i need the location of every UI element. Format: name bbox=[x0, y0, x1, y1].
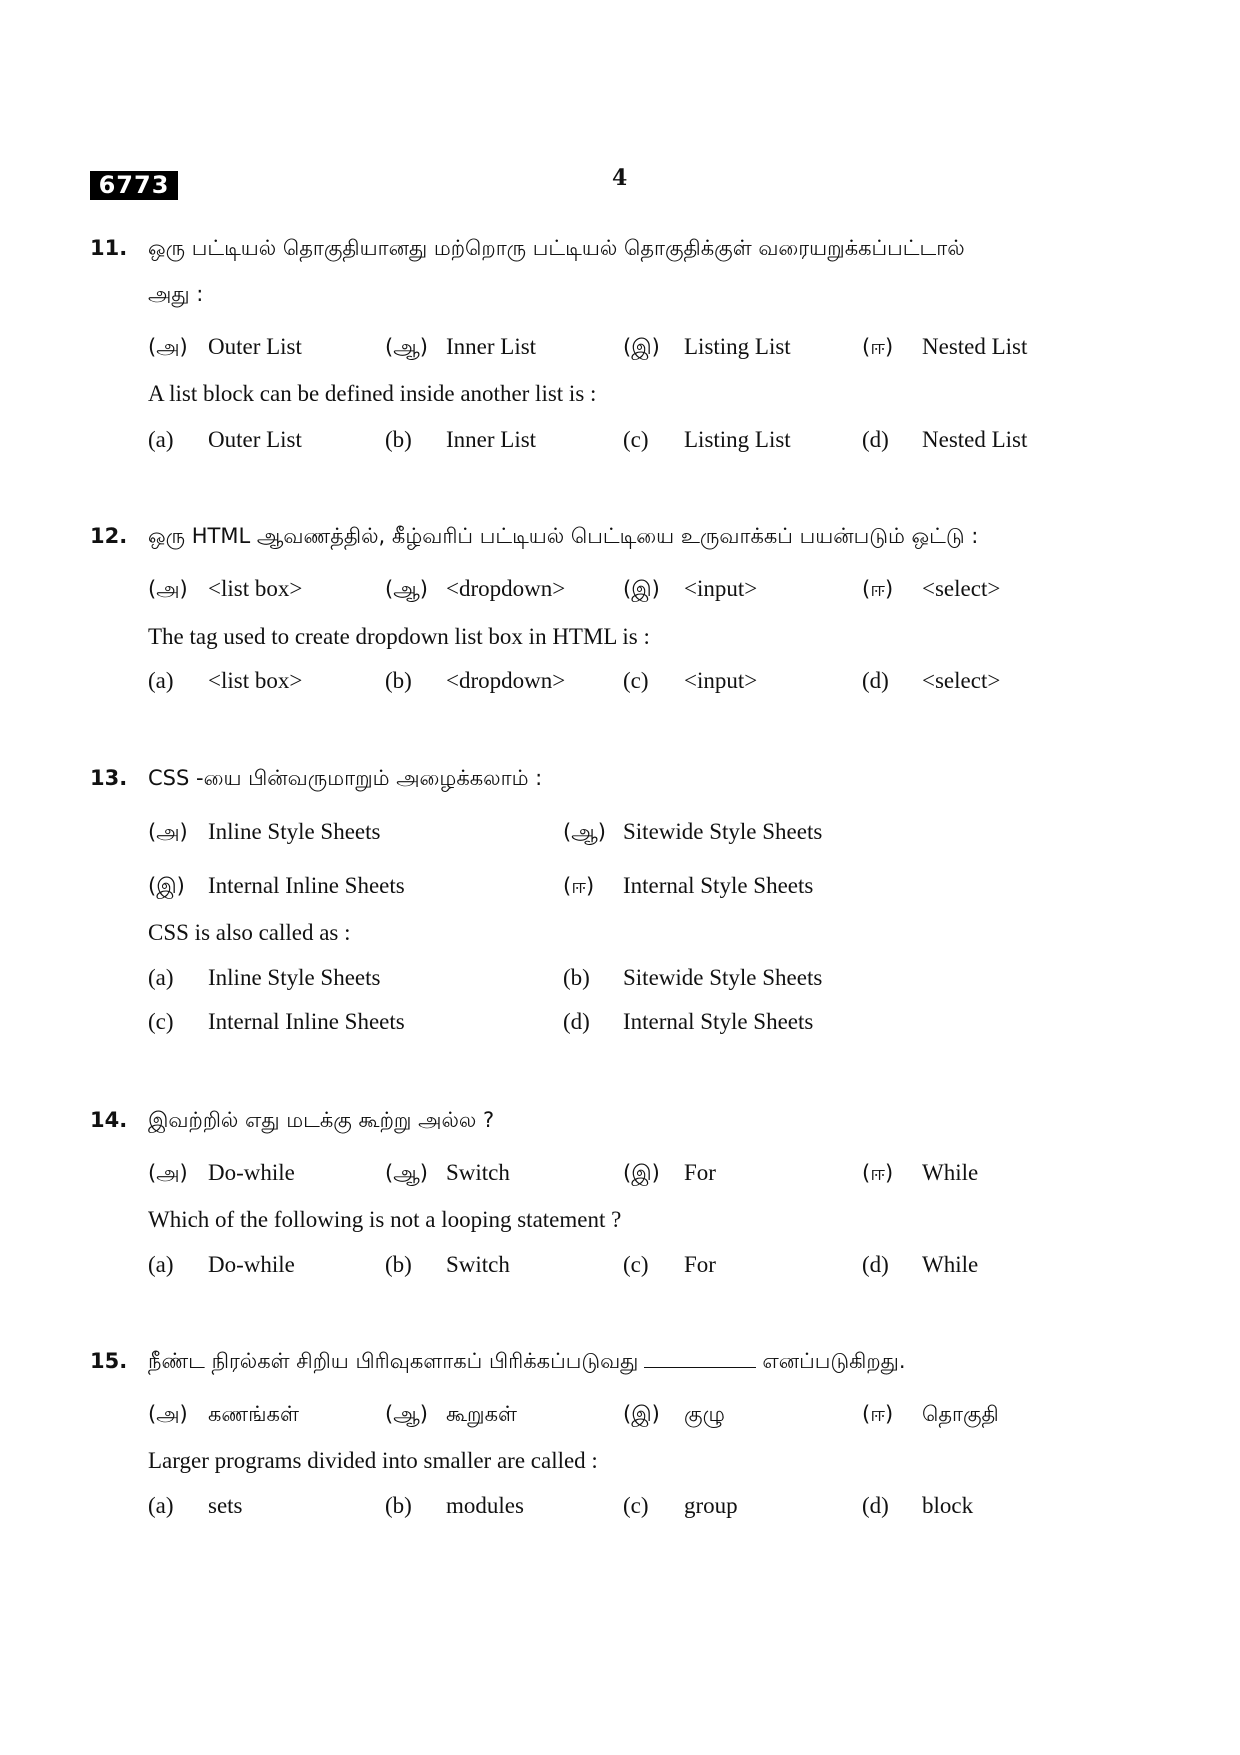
english-option-d: While bbox=[922, 1252, 979, 1277]
question-number: 11. bbox=[90, 236, 128, 260]
english-label-a: (a) bbox=[148, 668, 174, 693]
english-label-b: (b) bbox=[563, 965, 590, 990]
english-option-d: <select> bbox=[922, 668, 1001, 693]
english-option-c: Listing List bbox=[684, 427, 791, 452]
tamil-label-c: (இ) bbox=[623, 577, 660, 601]
english-label-c: (c) bbox=[623, 668, 649, 693]
tamil-option-d: <select> bbox=[922, 576, 1001, 601]
english-label-b: (b) bbox=[385, 668, 412, 693]
tamil-option-b: Inner List bbox=[446, 334, 537, 359]
tamil-option-c: Internal Inline Sheets bbox=[208, 873, 405, 898]
tamil-label-c: (இ) bbox=[623, 1402, 660, 1426]
english-question: CSS is also called as : bbox=[148, 920, 351, 945]
english-label-d: (d) bbox=[862, 427, 889, 452]
english-question: The tag used to create dropdown list box in HTML is : bbox=[148, 624, 650, 649]
english-label-c: (c) bbox=[148, 1009, 174, 1034]
tamil-question-part2: எனப்படுகிறது. bbox=[762, 1349, 906, 1373]
english-option-c: Internal Inline Sheets bbox=[208, 1009, 405, 1034]
english-label-c: (c) bbox=[623, 1493, 649, 1518]
question-number: 13. bbox=[90, 766, 128, 790]
tamil-option-c: குழு bbox=[684, 1402, 725, 1426]
question-number: 14. bbox=[90, 1108, 128, 1132]
english-question: A list block can be defined inside another list is : bbox=[148, 381, 597, 406]
tamil-label-d: (ஈ) bbox=[563, 874, 595, 898]
english-option-a: sets bbox=[208, 1493, 243, 1518]
tamil-label-d: (ஈ) bbox=[862, 1161, 894, 1185]
english-option-a: Do-while bbox=[208, 1252, 295, 1277]
question-number: 15. bbox=[90, 1349, 128, 1373]
english-option-d: Nested List bbox=[922, 427, 1028, 452]
english-label-b: (b) bbox=[385, 1493, 412, 1518]
tamil-label-b: (ஆ) bbox=[563, 820, 606, 844]
tamil-option-a: கணங்கள் bbox=[208, 1402, 299, 1426]
tamil-option-a: Do-while bbox=[208, 1160, 295, 1185]
english-label-a: (a) bbox=[148, 965, 174, 990]
english-option-d: block bbox=[922, 1493, 974, 1518]
tamil-question bbox=[148, 1349, 906, 1376]
english-label-d: (d) bbox=[862, 1252, 889, 1277]
english-label-c: (c) bbox=[623, 427, 649, 452]
english-option-c: <input> bbox=[684, 668, 758, 693]
tamil-option-b: <dropdown> bbox=[446, 576, 566, 601]
english-option-a: <list box> bbox=[208, 668, 303, 693]
english-label-d: (d) bbox=[862, 1493, 889, 1518]
tamil-question: CSS -யை பின்வருமாறும் அழைக்கலாம் : bbox=[148, 766, 543, 790]
english-question: Larger programs divided into smaller are called : bbox=[148, 1448, 598, 1473]
tamil-option-a: <list box> bbox=[208, 576, 303, 601]
english-label-a: (a) bbox=[148, 1252, 174, 1277]
english-option-b: Switch bbox=[446, 1252, 510, 1277]
english-option-b: <dropdown> bbox=[446, 668, 566, 693]
tamil-label-b: (ஆ) bbox=[385, 577, 428, 601]
tamil-label-d: (ஈ) bbox=[862, 335, 894, 359]
paper-code-badge: 6773 bbox=[90, 171, 178, 200]
tamil-label-c: (இ) bbox=[623, 1161, 660, 1185]
english-question: Which of the following is not a looping statement ? bbox=[148, 1207, 622, 1232]
tamil-option-b: கூறுகள் bbox=[446, 1402, 517, 1426]
tamil-label-a: (அ) bbox=[148, 1161, 188, 1185]
tamil-option-b: Switch bbox=[446, 1160, 510, 1185]
tamil-option-a: Inline Style Sheets bbox=[208, 819, 381, 844]
tamil-question: ஒரு HTML ஆவணத்தில், கீழ்வரிப் பட்டியல் பெட்டியை உருவாக்கப் பயன்படும் ஒட்டு : bbox=[148, 524, 979, 548]
english-label-c: (c) bbox=[623, 1252, 649, 1277]
english-option-c: group bbox=[684, 1493, 738, 1518]
english-option-b: Inner List bbox=[446, 427, 537, 452]
tamil-question: இவற்றில் எது மடக்கு கூற்று அல்ல ? bbox=[148, 1108, 495, 1132]
english-label-d: (d) bbox=[862, 668, 889, 693]
tamil-label-c: (இ) bbox=[148, 874, 185, 898]
tamil-option-d: Nested List bbox=[922, 334, 1028, 359]
fill-in-blank bbox=[644, 1366, 756, 1368]
tamil-label-d: (ஈ) bbox=[862, 577, 894, 601]
tamil-label-a: (அ) bbox=[148, 335, 188, 359]
english-label-b: (b) bbox=[385, 1252, 412, 1277]
tamil-label-a: (அ) bbox=[148, 820, 188, 844]
tamil-option-b: Sitewide Style Sheets bbox=[623, 819, 823, 844]
english-label-a: (a) bbox=[148, 427, 174, 452]
tamil-label-b: (ஆ) bbox=[385, 1161, 428, 1185]
question-number: 12. bbox=[90, 524, 128, 548]
english-option-b: Sitewide Style Sheets bbox=[623, 965, 823, 990]
tamil-label-a: (அ) bbox=[148, 1402, 188, 1426]
tamil-label-b: (ஆ) bbox=[385, 335, 428, 359]
tamil-label-c: (இ) bbox=[623, 335, 660, 359]
tamil-option-d: While bbox=[922, 1160, 979, 1185]
english-option-b: modules bbox=[446, 1493, 524, 1518]
page-number: 4 bbox=[612, 165, 628, 191]
tamil-option-c: Listing List bbox=[684, 334, 791, 359]
english-option-a: Inline Style Sheets bbox=[208, 965, 381, 990]
tamil-label-d: (ஈ) bbox=[862, 1402, 894, 1426]
tamil-option-a: Outer List bbox=[208, 334, 302, 359]
tamil-label-a: (அ) bbox=[148, 577, 188, 601]
tamil-option-c: <input> bbox=[684, 576, 758, 601]
english-option-a: Outer List bbox=[208, 427, 302, 452]
english-label-d: (d) bbox=[563, 1009, 590, 1034]
tamil-question-part1: நீண்ட நிரல்கள் சிறிய பிரிவுகளாகப் பிரிக்கப்படுவது bbox=[148, 1349, 639, 1373]
english-option-c: For bbox=[684, 1252, 716, 1277]
english-label-b: (b) bbox=[385, 427, 412, 452]
english-label-a: (a) bbox=[148, 1493, 174, 1518]
tamil-option-c: For bbox=[684, 1160, 716, 1185]
tamil-question-cont: அது : bbox=[148, 282, 204, 306]
tamil-question: ஒரு பட்டியல் தொகுதியானது மற்றொரு பட்டியல் தொகுதிக்குள் வரையறுக்கப்பட்டால் bbox=[148, 236, 965, 260]
tamil-option-d: Internal Style Sheets bbox=[623, 873, 814, 898]
tamil-label-b: (ஆ) bbox=[385, 1402, 428, 1426]
english-option-d: Internal Style Sheets bbox=[623, 1009, 814, 1034]
tamil-option-d: தொகுதி bbox=[922, 1402, 999, 1426]
